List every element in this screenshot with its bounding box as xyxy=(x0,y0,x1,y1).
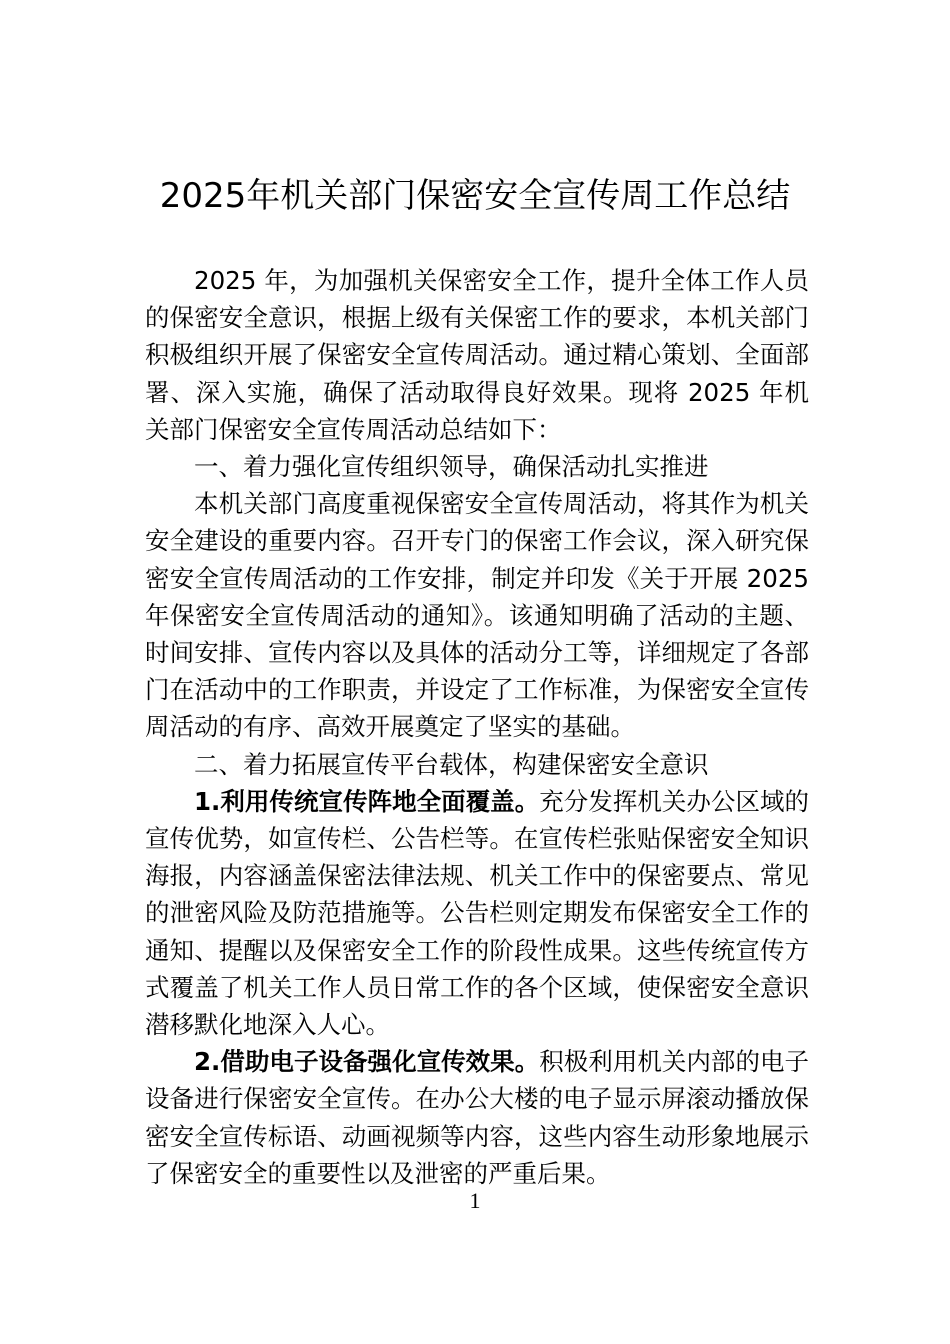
section-heading-1: 一、着力强化宣传组织领导，确保活动扎实推进 xyxy=(194,452,709,482)
item-1-text: 充分发挥机关办公区域的宣传优势，如宣传栏、公告栏等。在宣传栏张贴保密安全知识海报，内容涵盖保密法律法规、机关工作中的保密要点、常见的泄密风险及防范措施等。公告栏则定期发布保密安全工作的通知、提醒以及保密安全工作的阶段性成果。这些传统宣传方式覆盖了机关工作人员日常工作的各个区域，使保密安全意识潜移默化地深入人心。 xyxy=(145,786,810,1040)
item-2-lead: 2.借助电子设备强化宣传效果。 xyxy=(194,1047,540,1077)
intro-paragraph: 2025 年，为加强机关保密安全工作，提升全体工作人员的保密安全意识，根据上级有关保密工作的要求，本机关部门积极组织开展了保密安全宣传周活动。通过精心策划、全面部署、深入实施，确保了活动取得良好效果。现将 2025 年机关部门保密安全宣传周活动总结如下： xyxy=(145,266,809,444)
section-1-paragraph: 本机关部门高度重视保密安全宣传周活动，将其作为机关安全建设的重要内容。召开专门的保密工作会议，深入研究保密安全宣传周活动的工作安排，制定并印发《关于开展 2025 年保密安全宣传周活动的通知》。该通知明确了活动的主题、时间安排、宣传内容以及具体的活动分工等，详细规定了各部门在活动中的工作职责，并设定了工作标准，为保密安全宣传周活动的有序、高效开展奠定了坚实的基础。 xyxy=(145,489,809,742)
item-1-lead: 1.利用传统宣传阵地全面覆盖。 xyxy=(194,786,540,816)
document-title: 2025年机关部门保密安全宣传周工作总结 xyxy=(159,176,791,216)
page-number: 1 xyxy=(469,1188,481,1213)
item-1-paragraph xyxy=(145,783,809,1043)
item-2-text: 积极利用机关内部的电子设备进行保密安全宣传。在办公大楼的电子显示屏滚动播放保密安全宣传标语、动画视频等内容，这些内容生动形象地展示了保密安全的重要性以及泄密的严重后果。 xyxy=(145,1047,810,1188)
document-body xyxy=(145,262,809,1192)
section-heading-2: 二、着力拓展宣传平台载体，构建保密安全意识 xyxy=(194,749,709,779)
item-2-paragraph xyxy=(145,1043,809,1192)
